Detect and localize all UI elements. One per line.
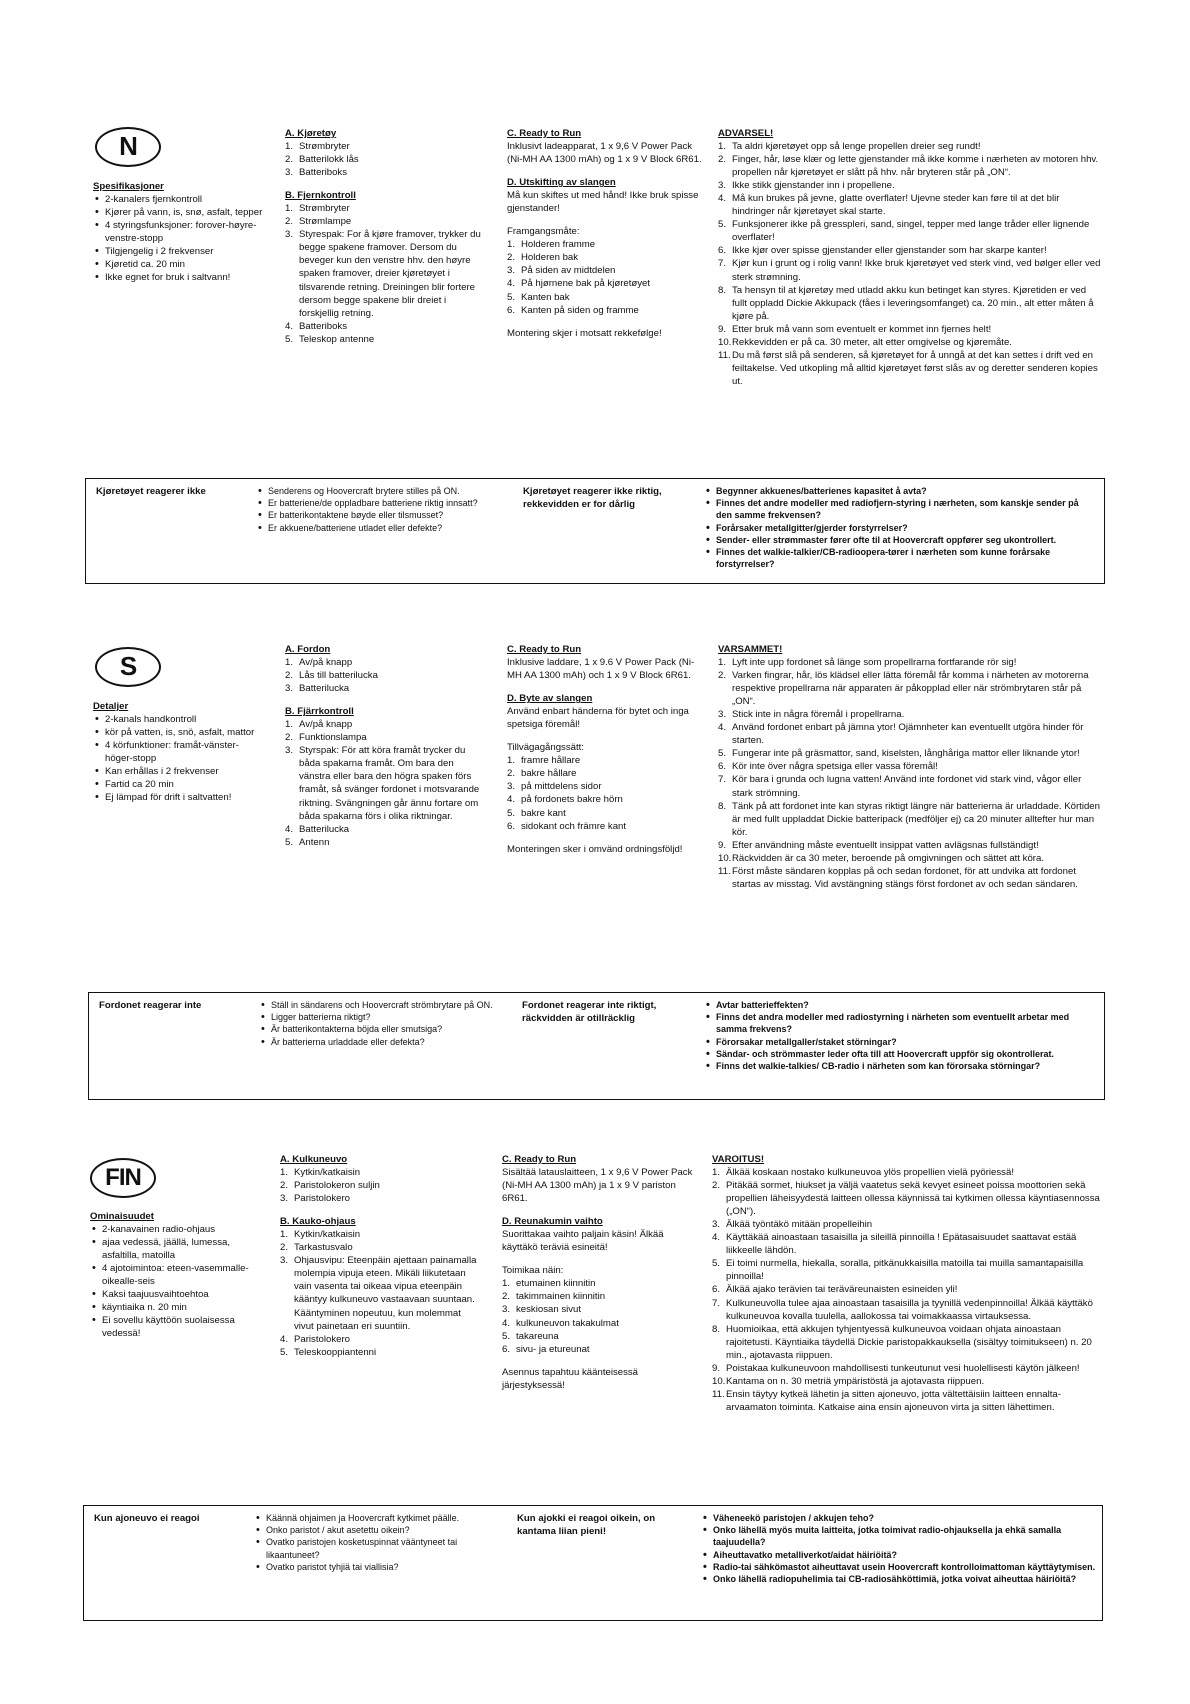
trouble-a-list <box>256 485 491 534</box>
list-item: • Sender- eller strømmaster fører ofte til at Hoovercraft oppfører seg ukontrollert. <box>704 534 1096 546</box>
specs-column <box>90 1210 262 1340</box>
ready-column <box>507 643 702 856</box>
order-note: Asennus tapahtuu käänteisessä järjestyksessä! <box>502 1366 639 1391</box>
list-item: • Finnes det walkie-talkier/CB-radioopera-tører i nærheten som kunne forårsake forstyrrelser? <box>704 546 1096 570</box>
list-item: 4. Batteriboks <box>285 320 347 332</box>
list-item: • Ikke egnet for bruk i saltvann! <box>93 271 263 284</box>
specs-title: Ominaisuudet <box>90 1211 154 1222</box>
parts-column <box>285 643 485 849</box>
list-item: 1. Strømbryter <box>285 141 350 153</box>
skirt-title: D. Byte av slangen <box>507 693 593 705</box>
list-item: • 2-kanals handkontroll <box>93 713 263 726</box>
list-item: • Ej lämpad för drift i saltvatten! <box>93 791 263 804</box>
vehicle-title: A. Kjøretøy <box>285 128 337 139</box>
list-item: 1. Kytkin/katkaisin <box>280 1229 361 1241</box>
list-item: • Er batterikontaktene bøyde eller tilsmusset? <box>256 509 491 521</box>
list-item: 3. Batterilucka <box>285 683 350 695</box>
list-item: • Aiheuttavatko metalliverkot/aidat häiriöitä? <box>701 1549 1096 1561</box>
troubleshooting-box <box>83 1505 1103 1621</box>
list-item: • Er akkuene/batteriene utladet eller defekte? <box>256 522 491 534</box>
list-item: 3. på mittdelens sidor <box>507 781 602 793</box>
list-item: 3. Styrespak: For å kjøre framover, trykker du begge spakene framover. Dersom du beveger kun den venstre hhv. den høyre spaken framover, dreier kjøretøyet i tilsvarende retning. Dreiningen blir fortere dersom begge spakene blir dreiet i forskjellig retning. <box>285 229 481 319</box>
ready-title: C. Ready to Run <box>507 644 582 655</box>
ready-title: C. Ready to Run <box>502 1154 577 1165</box>
trouble-b-title: Kun ajokki ei reagoi oikein, on kantama liian pieni! <box>517 1513 656 1538</box>
skirt-text: Må kun skiftes ut med hånd! Ikke bruk spisse gjenstander! <box>507 190 699 215</box>
list-item: 4. Må kun brukes på jevne, glatte overflater! Ujevne steder kan føre til at det blir hindringer når kjøretøyet skal starte. <box>718 193 1060 218</box>
parts-column <box>285 127 485 346</box>
list-item: • Onko lähellä radiopuhelimia tai CB-radiosähköttimiä, jotka voivat aiheuttaa häiriöitä? <box>701 1573 1096 1585</box>
list-item: 11. Först måste sändaren kopplas på och sedan fordonet, för att undvika att fordonet startas av misstag. Vid avstängning stängs först fordonet av och sedan sändaren. <box>718 865 1078 890</box>
list-item: 2. Batterilokk lås <box>285 154 359 166</box>
list-item: 3. Ikke stikk gjenstander inn i propellene. <box>718 180 895 192</box>
trouble-b-title: Kjøretøyet reagerer ikke riktig, rekkevidden er for dårlig <box>523 486 662 511</box>
trouble-b-title: Fordonet reagerar inte riktigt, räckvidden är otillräcklig <box>522 1000 657 1025</box>
list-item: 7. Kjør kun i grunt og i rolig vann! Ikke bruk kjøretøyet ved sterk vind, ved bølger eller ved sterk strømning. <box>718 258 1101 283</box>
trouble-a-list <box>259 999 494 1048</box>
list-item: 9. Efter användning måste eventuellt insippat vatten avlägsnas fullständigt! <box>718 839 1039 851</box>
list-item: 5. Fungerar inte på gräsmattor, sand, kiselsten, långhåriga mattor eller liknande ytor! <box>718 748 1080 760</box>
trouble-a-list <box>254 1512 494 1573</box>
list-item: • Onko lähellä myös muita laitteita, jotka toimivat radio-ohjauksella ja ehkä samalla taajuudella? <box>701 1524 1096 1548</box>
list-item: 6. sivu- ja etureunat <box>502 1343 590 1355</box>
list-item: 2. Tarkastusvalo <box>280 1242 353 1254</box>
specs-title: Detaljer <box>93 701 129 712</box>
list-item: 4. på fordonets bakre hörn <box>507 794 623 806</box>
list-item: • Käännä ohjaimen ja Hoovercraft kytkimet päälle. <box>254 1512 494 1524</box>
list-item: 5. Teleskooppiantenni <box>280 1346 377 1358</box>
list-item: • Radio-tai sähkömastot aiheuttavat usein Hoovercraft kontrolloimattoman käyttäytymisen. <box>701 1561 1096 1573</box>
list-item: • Kjører på vann, is, snø, asfalt, tepper <box>93 206 263 219</box>
list-item: 8. Ta hensyn til at kjøretøy med utladd akku kun betinget kan styres. Kjøretiden er ved fullt oppladd Dickie Akkupack (fåes i leveringsomfanget) ca. 20 min., alt etter måten å kjøre på. <box>718 284 1094 322</box>
warnings-title: VAROITUS! <box>712 1154 765 1165</box>
warnings-title: ADVARSEL! <box>718 128 774 139</box>
list-item: 3. Stick inte in några föremål i propellrarna. <box>718 709 905 721</box>
trouble-b-list <box>704 999 1096 1072</box>
list-item: 6. Kanten på siden og framme <box>507 304 639 316</box>
list-item: • Förorsakar metallgaller/staket störningar? <box>704 1036 1096 1048</box>
list-item: 1. Kytkin/katkaisin <box>280 1167 361 1179</box>
trouble-a-title: Fordonet reagerar inte <box>99 1000 202 1011</box>
list-item: 7. Kör bara i grunda och lugna vatten! Använd inte fordonet vid stark vind, vågor eller stark strömning. <box>718 774 1082 799</box>
list-item: 10. Kantama on n. 30 metriä ympäristöstä ja ajotavasta riippuen. <box>712 1375 985 1387</box>
list-item: 2. Lås till batterilucka <box>285 670 378 682</box>
list-item: 1. Lyft inte upp fordonet så länge som propellrarna fortfarande rör sig! <box>718 657 1017 669</box>
troubleshooting-box <box>88 992 1105 1100</box>
list-item: 8. Tänk på att fordonet inte kan styras riktigt längre när batterierna är urladdade. Körtiden är med fullt uppladdat Dickie batteripack (medföljer ej) ca 20 minuter alltefter hur man kör. <box>718 800 1100 838</box>
list-item: • Finns det walkie-talkies/ CB-radio i närheten som kan förorsaka störningar? <box>704 1060 1096 1072</box>
list-item: 5. takareuna <box>502 1330 559 1342</box>
list-item: • Onko paristot / akut asetettu oikein? <box>254 1524 494 1536</box>
skirt-title: D. Utskifting av slangen <box>507 177 616 189</box>
warnings-title: VARSAMMET! <box>718 644 783 655</box>
list-item: 2. Finger, hår, løse klær og lette gjenstander må ikke komme i nærheten av motoren hhv. propellen når kjøretøyet er slått på hhv. når bryteren står på „ON“. <box>718 154 1099 179</box>
list-item: 5. Teleskop antenne <box>285 333 375 345</box>
list-item: • Ei sovellu käyttöön suolaisessa vedessä! <box>90 1314 262 1340</box>
skirt-text: Använd enbart händerna för bytet och inga spetsiga föremål! <box>507 706 689 731</box>
list-item: • 2-kanalers fjernkontroll <box>93 193 263 206</box>
assembly-title: Toimikaa näin: <box>502 1265 564 1277</box>
list-item: 10. Räckvidden är ca 30 meter, beroende på omgivningen och sättet att köra. <box>718 852 1044 864</box>
list-item: 2. takimmainen kiinnitin <box>502 1291 606 1303</box>
list-item: 5. bakre kant <box>507 807 566 819</box>
ready-column <box>502 1153 697 1392</box>
list-item: 5. Antenn <box>285 836 330 848</box>
list-item: • Kjøretid ca. 20 min <box>93 258 263 271</box>
list-item: 1. Holderen framme <box>507 239 596 251</box>
ready-text: Inklusive laddare, 1 x 9.6 V Power Pack (Ni-MH AA 1300 mAh) och 1 x 9 V Block 6R61. <box>507 657 695 682</box>
list-item: 5. Ei toimi nurmella, hiekalla, soralla, pitkänukkaisilla matoilla tai muilla samantapaisilla pinnoilla! <box>712 1258 1084 1283</box>
list-item: 3. Paristolokero <box>280 1193 350 1205</box>
list-item: 3. Batteriboks <box>285 167 347 179</box>
warnings-column <box>712 1153 1102 1414</box>
list-item: 4. Paristolokero <box>280 1333 350 1345</box>
list-item: 5. Kanten bak <box>507 291 570 303</box>
list-item: • Ställ in sändarens och Hoovercraft strömbrytare på ON. <box>259 999 494 1011</box>
list-item: • Ligger batterierna riktigt? <box>259 1011 494 1023</box>
list-item: 11. Du må først slå på senderen, så kjøretøyet for å unngå at det kan settes i drift ved en feiltakelse. Ved utkopling må alltid kjøretøyet først slås av og deretter senderen kopies ut. <box>718 349 1098 387</box>
ready-column <box>507 127 702 340</box>
list-item: • Kan erhållas i 2 frekvenser <box>93 765 263 778</box>
list-item: 6. sidokant och främre kant <box>507 820 627 832</box>
list-item: • 4 ajotoimintoa: eteen-vasemmalle-oikealle-seis <box>90 1262 262 1288</box>
list-item: 2. bakre hållare <box>507 768 577 780</box>
order-note: Monteringen sker i omvänd ordningsföljd! <box>507 843 683 855</box>
trouble-b-list <box>704 485 1096 571</box>
list-item: • Ovatko paristot tyhjiä tai viallisia? <box>254 1561 494 1573</box>
list-item: • Kaksi taajuusvaihtoehtoa <box>90 1288 262 1301</box>
remote-title: B. Kauko-ohjaus <box>280 1216 356 1228</box>
remote-title: B. Fjernkontroll <box>285 190 356 202</box>
list-item: • Forårsaker metallgitter/gjerder forstyrrelser? <box>704 522 1096 534</box>
list-item: 4. Batterilucka <box>285 823 350 835</box>
list-item: 1. framre hållare <box>507 755 581 767</box>
list-item: 4. Använd fordonet enbart på jämna ytor! Ojämnheter kan eventuellt utgöra hinder för starten. <box>718 722 1084 747</box>
list-item: 3. På siden av midtdelen <box>507 265 616 277</box>
order-note: Montering skjer i motsatt rekkefølge! <box>507 327 662 339</box>
list-item: 3. keskiosan sivut <box>502 1304 582 1316</box>
troubleshooting-box <box>85 478 1105 584</box>
list-item: • Är batterierna urladdade eller defekta? <box>259 1036 494 1048</box>
list-item: • ajaa vedessä, jäällä, lumessa, asfaltilla, matoilla <box>90 1236 262 1262</box>
warnings-column <box>718 643 1103 891</box>
list-item: 9. Poistakaa kulkuneuvoon mahdollisesti tunkeutunut vesi huolellisesti käytön jälkeen! <box>712 1362 1080 1374</box>
list-item: • 2-kanavainen radio-ohjaus <box>90 1223 262 1236</box>
list-item: • käyntiaika n. 20 min <box>90 1301 262 1314</box>
list-item: 2. Paristolokeron suljin <box>280 1180 380 1192</box>
language-badge: FIN <box>90 1158 156 1198</box>
skirt-title: D. Reunakumin vaihto <box>502 1216 603 1228</box>
ready-text: Sisältää latauslaitteen, 1 x 9,6 V Power Pack (Ni-MH AA 1300 mAh) ja 1 x 9 V pariston 6R61. <box>502 1167 693 1205</box>
list-item: 1. etumainen kiinnitin <box>502 1278 596 1290</box>
warnings-column <box>718 127 1103 388</box>
list-item: 1. Ta aldri kjøretøyet opp så lenge propellen dreier seg rundt! <box>718 141 981 153</box>
list-item: • Är batterikontakterna böjda eller smutsiga? <box>259 1023 494 1035</box>
list-item: • Avtar batterieffekten? <box>704 999 1096 1011</box>
list-item: 1. Av/på knapp <box>285 719 353 731</box>
language-badge: N <box>95 127 161 167</box>
list-item: • 4 styringsfunksjoner: forover-høyre-venstre-stopp <box>93 219 263 245</box>
ready-text: Inklusivt ladeapparat, 1 x 9,6 V Power Pack (Ni-MH AA 1300 mAh) og 1 x 9 V Block 6R61. <box>507 141 702 166</box>
assembly-title: Framgangsmåte: <box>507 226 580 238</box>
trouble-a-title: Kun ajoneuvo ei reagoi <box>94 1513 200 1524</box>
list-item: • Sändar- och strömmaster leder ofta till att Hoovercraft uppför sig okontrollerat. <box>704 1048 1096 1060</box>
specs-column <box>93 700 263 804</box>
list-item: • Fartid ca 20 min <box>93 778 263 791</box>
vehicle-title: A. Fordon <box>285 644 331 655</box>
list-item: • Begynner akkuenes/batterienes kapasitet å avta? <box>704 485 1096 497</box>
parts-column <box>280 1153 480 1359</box>
list-item: • Finns det andra modeller med radiostyrning i närheten som eventuellt arbetar med samma frekvens? <box>704 1011 1096 1035</box>
list-item: 6. Ikke kjør over spisse gjenstander eller gjenstander som har skarpe kanter! <box>718 245 1047 257</box>
list-item: 2. Strømlampe <box>285 216 352 228</box>
list-item: 1. Strømbryter <box>285 203 350 215</box>
list-item: • Finnes det andre modeller med radiofjern-styring i nærheten, som kanskje sender på den samme frekvensen? <box>704 497 1096 521</box>
list-item: • Väheneekö paristojen / akkujen teho? <box>701 1512 1096 1524</box>
list-item: 2. Funktionslampa <box>285 732 367 744</box>
list-item: 3. Styrspak: För att köra framåt trycker du båda spakarna framåt. Om bara den vänstra eller bara den högra spaken förs framåt, så svänger fordonet i motsvarande riktning. Svängningen går ännu fortare om båda spakarna förs i olika riktningar. <box>285 745 480 822</box>
list-item: 8. Huomioikaa, että akkujen tyhjentyessä kulkuneuvoa voidaan ohjata ainoastaan rajoitetusti. Käyntiaika täydellä Dickie paristopakkauksella (sisältyy toimitukseen) n. 20 min., ajotavasta riippuen. <box>712 1323 1092 1361</box>
list-item: • Senderens og Hoovercraft brytere stilles på ON. <box>256 485 491 497</box>
trouble-b-list <box>701 1512 1096 1585</box>
list-item: 3. Ohjausvipu: Eteenpäin ajettaan painamalla molempia vipuja eteen. Mikäli liikutetaan vain vasenta tai oikeaa vipua eteenpäin kääntyy kulkuneuvo vastaavaan suuntaan. Kääntyminen nopeutuu, kun molemmat vivut painetaan eri suuntiin. <box>280 1255 477 1332</box>
specs-column <box>93 180 263 284</box>
list-item: 1. Älkää koskaan nostako kulkuneuvoa ylös propellien vielä pyöriessä! <box>712 1167 1014 1179</box>
list-item: • Tilgjengelig i 2 frekvenser <box>93 245 263 258</box>
list-item: 3. Älkää työntäkö mitään propelleihin <box>712 1219 873 1231</box>
skirt-text: Suorittakaa vaihto paljain käsin! Älkää käyttäkö teräviä esineitä! <box>502 1229 664 1254</box>
list-item: • Ovatko paristojen kosketuspinnat vääntyneet tai likaantuneet? <box>254 1536 494 1560</box>
trouble-a-title: Kjøretøyet reagerer ikke <box>96 486 206 497</box>
list-item: 4. kulkuneuvon takakulmat <box>502 1317 619 1329</box>
list-item: 2. Holderen bak <box>507 252 579 264</box>
list-item: 9. Etter bruk må vann som eventuelt er kommet inn fjernes helt! <box>718 323 992 335</box>
language-badge: S <box>95 647 161 687</box>
list-item: 10. Rekkevidden er på ca. 30 meter, alt etter omgivelse og kjøremåte. <box>718 336 1012 348</box>
list-item: 2. Pitäkää sormet, hiukset ja väljä vaatetus sekä kevyet esineet poissa moottorien sekä propellien läheisyydestä laitteen ollessa käynnissä tai kytkimen ollessa käyntiasennossa („ON“). <box>712 1180 1100 1218</box>
list-item: 6. Kör inte över några spetsiga eller vassa föremål! <box>718 761 938 773</box>
list-item: 2. Varken fingrar, hår, lös klädsel eller lätta föremål får komma i närheten av motorerna respektive propellrarna när apparaten är påkopplad eller när strömbrytaren står på „ON“. <box>718 670 1089 708</box>
list-item: 6. Älkää ajako terävien tai teräväreunaisten esineiden yli! <box>712 1284 958 1296</box>
vehicle-title: A. Kulkuneuvo <box>280 1154 348 1165</box>
list-item: 7. Kulkuneuvolla tulee ajaa ainoastaan tasaisilla ja tyynillä vedenpinnoilla! Älkää käyttäkö kulkuneuvoa kovalla tuulella, aallokossa tai voimakkaassa virtauksessa. <box>712 1297 1093 1322</box>
remote-title: B. Fjärrkontroll <box>285 706 354 718</box>
list-item: • 4 körfunktioner: framåt-vänster-höger-stopp <box>93 739 263 765</box>
list-item: • kör på vatten, is, snö, asfalt, mattor <box>93 726 263 739</box>
list-item: 4. Käyttäkää ainoastaan tasaisilla ja sileillä pinnoilla ! Epätasaisuudet saattavat estää liikkeelle lähdön. <box>712 1232 1077 1257</box>
list-item: • Er batteriene/de oppladbare batteriene riktig innsatt? <box>256 497 491 509</box>
assembly-title: Tillvägagångssätt: <box>507 742 584 754</box>
list-item: 4. På hjørnene bak på kjøretøyet <box>507 278 651 290</box>
list-item: 11. Ensin täytyy kytkeä lähetin ja sitten ajoneuvo, jotta vältettäisiin laitteen ennalta-arvaamaton toiminta. Katkaise aina ensin ajoneuvon virta ja sitten lähettimen. <box>712 1388 1061 1413</box>
ready-title: C. Ready to Run <box>507 128 582 139</box>
specs-title: Spesifikasjoner <box>93 181 164 192</box>
list-item: 1. Av/på knapp <box>285 657 353 669</box>
list-item: 5. Funksjonerer ikke på gresspleri, sand, singel, tepper med lange tråder eller lignende overflater! <box>718 219 1090 244</box>
